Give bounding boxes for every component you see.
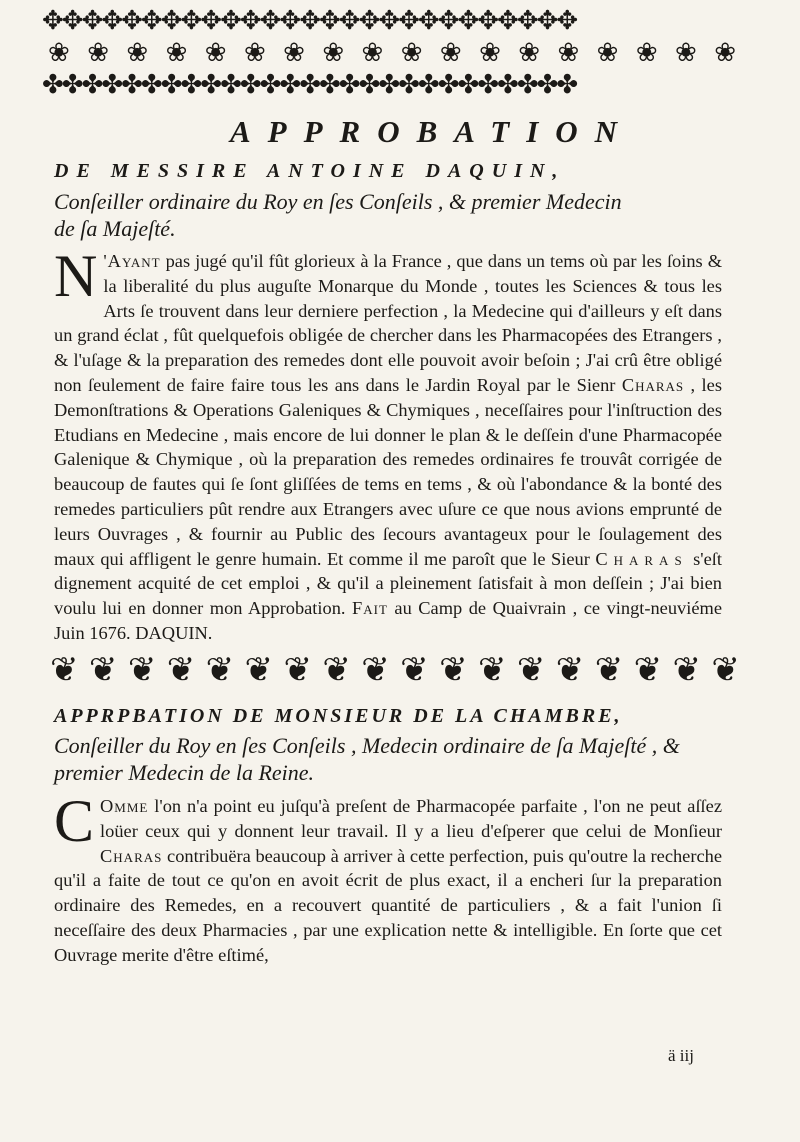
body-lead-word: Omme (100, 796, 149, 816)
name-charas: Charas (100, 845, 163, 866)
body-text-1: pas jugé qu'il fût glorieux à la France , que dans un tems où par les ſoins & la liberalité du plus auguſte Monarque du Monde , toutes les Sciences & tous les Arts ſe trouvent dans leur derniere perfection , la Medecine qui d'ailleurs y eſt dans un grand éclat , fût quelquefois obligée de chercher dans les Pharmacopées des Etrangers , & l'uſage & la preparation des remedes dont elle pouvoit avoir beſoin ; J'ai crû être obligé non ſeulement de faire faire tous les ans dans le Jardin Royal par le Sienr (54, 251, 722, 395)
ornament-flower-icon: ❀ (322, 38, 345, 67)
ornament-fleuron-icon: ❦ (205, 652, 235, 689)
ornament-flower-icon: ❀ (439, 38, 462, 67)
ornament-fleuron-icon: ❦ (322, 652, 351, 689)
ornament-flower-icon: ❀ (243, 38, 266, 67)
body-text-1: l'on n'a point eu juſqu'à preſent de Pharmacopée parfaite , l'on ne peut aſſez loüer ceux qui y donnent leur travail. Il y a lieu d'eſperer que celui de Monſieur (100, 796, 722, 841)
ornament-fleuron-icon: ❦ (127, 652, 157, 689)
approbation-body-daquin (54, 243, 722, 646)
ornament-fleuron-icon: ❦ (711, 652, 740, 689)
body-text-2: contribuëra beaucoup à arriver à cette perfection, puis qu'outre la recherche qu'il a faite de tout ce qu'on en avoit écrit de plus exact, il a encheri ſur la preparation ordinaire des Remedes, en a recouvert quantité de particuliers , & a fait l'union ſi neceſſaire des deux Pharmacies , par une explication nette & intelligible. En ſorte que cet Ouvrage merite d'être eſtimé, (54, 845, 722, 965)
ornament-flower-icon: ❀ (635, 38, 658, 67)
ornament-row-1 (42, 6, 742, 36)
ornament-fleuron-icon: ❦ (594, 652, 624, 689)
ornament-fleuron-icon: ❦ (50, 652, 79, 689)
ornament-fleuron-icon: ❦ (244, 652, 274, 689)
ornament-flower-icon: ❀ (675, 38, 697, 67)
approbation2-heading-line3: premier Medecin de la Reine. (54, 760, 315, 785)
ornament-flower-icon: ❀ (126, 38, 149, 67)
ornament-flower-icon: ❀ (87, 38, 109, 67)
ornament-fleuron-icon: ❦ (555, 652, 585, 689)
ornament-fleuron-icon: ❦ (672, 652, 701, 689)
body-text-4: au Camp de Quaivrain , ce vingt-neuviéme Juin 1676. DAQUIN. (54, 598, 722, 643)
ornament-flower-icon: ❀ (714, 38, 736, 67)
ornament-flower-icon: ❀ (361, 38, 384, 67)
name-charas: Charas (595, 548, 688, 569)
ornament-flower-icon: ❀ (165, 38, 188, 67)
approbation-heading-line2: Conſeiller ordinaire du Roy en ſes Conſeils , & premier Medecin (54, 189, 622, 214)
ornament-flower-icon: ❀ (204, 38, 227, 67)
ornament-row-3 (42, 70, 742, 100)
ornament-flower-icon: ❀ (479, 38, 501, 67)
ornament-row-2 (42, 36, 742, 70)
approbation-heading-line1: DE MESSIRE ANTOINE DAQUIN, (54, 160, 566, 182)
ornament-fleuron-icon: ❦ (439, 652, 468, 689)
signature-mark: ä iij (668, 1046, 694, 1065)
ornament-flower-icon: ❀ (283, 38, 305, 67)
ornament-flower-icon: ❀ (400, 38, 423, 67)
name-charas: Charas (621, 374, 685, 395)
approbation-heading-line3: de ſa Majeſté. (54, 216, 176, 241)
ornament-fleuron-icon: ❦ (361, 652, 390, 689)
top-ornament-band (42, 6, 742, 104)
body-text-3: s'eſt dignement acquité de cet emploi , & qu'il a pleinement ſatisfait à mon deſſein ; J'ai bien voulu lui en donner mon Approbation. (54, 548, 722, 619)
drop-cap-n: N (54, 243, 98, 309)
approbation-body-chambre (54, 788, 722, 968)
ornament-row-3-glyphs: ✤✤✤✤✤✤✤✤✤✤✤✤✤✤✤✤✤✤✤✤✤✤✤✤✤✤✤ (42, 70, 577, 99)
ornament-fleuron-icon: ❦ (166, 652, 196, 689)
ornament-fleuron-icon: ❦ (88, 652, 118, 689)
ornament-flower-icon: ❀ (48, 38, 70, 67)
ornament-fleuron-icon: ❦ (516, 652, 546, 689)
body-text-2: , les Demonſtrations & Operations Galeniques & Chymiques , neceſſaires pour l'inſtruction des Etudians en Medecine , mais encore de lui donner le plan & le deſſein d'une Pharmacopée Galenique & Chymique , où la preparation des remedes ordinaires fe trouvât corrigée de beaucoup de fautes qui ſe ſont gliſſées de tems en tems , & où l'abondance & la bonté des remedes particuliers pût rendre aux Etrangers avec uſure ce que nous avions emprunté de leurs Ouvrages , & fournir au Public des ſecours avantageux pour le ſoulagement des maux qui affligent le genre humain. Et comme il me paroît que le Sieur (54, 374, 722, 569)
approbation2-heading-line2: Conſeiller du Roy en ſes Conſeils , Medecin ordinaire de ſa Majeſté , & (54, 733, 680, 758)
approbation2-heading-line1: APPRPBATION DE MONSIEUR DE LA CHAMBRE, (54, 705, 623, 727)
ornament-row-1-glyphs: ✥✥✥✥✥✥✥✥✥✥✥✥✥✥✥✥✥✥✥✥✥✥✥✥✥✥✥ (42, 6, 577, 35)
ornament-fleuron-icon: ❦ (283, 652, 312, 689)
approbation-title: APPROBATION (230, 114, 635, 149)
ornament-flower-icon: ❀ (557, 38, 580, 67)
fait-word: Fait (352, 598, 388, 619)
ornament-fleuron-icon: ❦ (400, 652, 429, 689)
ornament-fleuron-icon: ❦ (477, 652, 507, 689)
drop-cap-c: C (54, 788, 95, 854)
ornament-flower-icon: ❀ (518, 38, 541, 67)
body-lead-word: 'Ayant (103, 251, 161, 271)
ornament-fleuron-icon: ❦ (633, 652, 663, 689)
middle-ornament-band (50, 650, 740, 692)
ornament-flower-icon: ❀ (596, 38, 619, 67)
